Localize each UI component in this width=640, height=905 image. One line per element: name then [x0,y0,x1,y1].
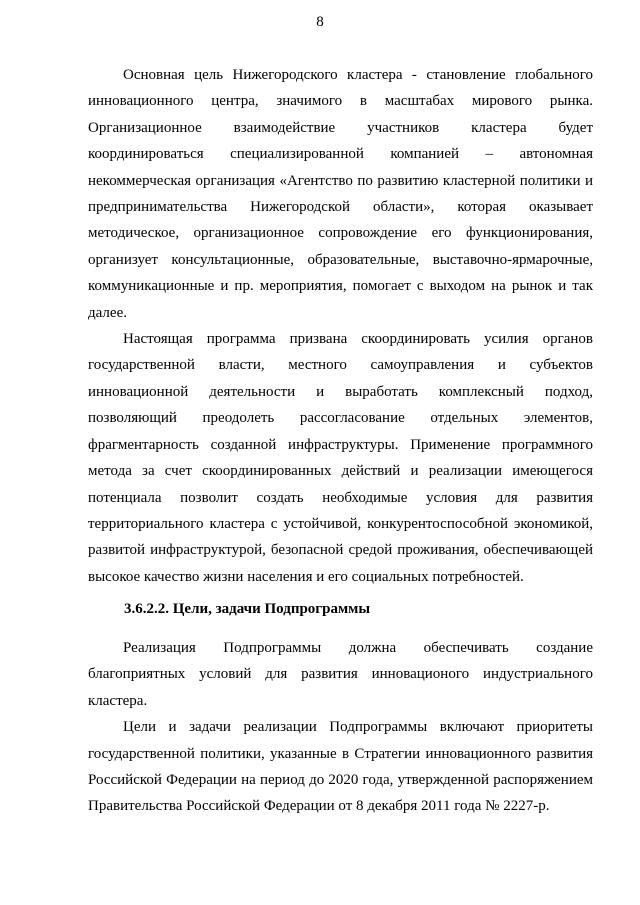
paragraph-cluster-goal: Основная цель Нижегородского кластера - становление глобального инновационного центра, значимого в масштабах мирового рынка. Организационное взаимодействие участников кластера будет координироваться специализированной компанией – автономная некоммерческая организация «Агентство по развитию кластерной политики и предпринимательства Нижегородской области», которая оказывает методическое, организационное сопровождение его функционирования, организует консультационные, образовательные, выставочно-ярмарочные, коммуникационные и пр. мероприятия, помогает с выходом на рынок и так далее. [88,67,593,321]
section-heading: 3.6.2.2. Цели, задачи Подпрограммы [124,601,371,617]
paragraph-goals-objectives: Цели и задачи реализации Подпрограммы включают приоритеты государственной политики, указанные в Стратегии инновационного развития Российской Федерации на период до 2020 года, утвержденной распоряжением Правительства Российской Федерации от 8 декабря 2011 года № 2227-р. [88,719,593,815]
paragraph-program-purpose: Настоящая программа призвана скоординировать усилия органов государственной власти, местного самоуправления и субъектов инновационной деятельности и выработать комплексный подход, позволяющий преодолеть рассогласование отдельных элементов, фрагментарность созданной инфраструктуры. Применение программного метода за счет скоординированных действий и реализации имеющегося потенциала позволит создать необходимые условия для развития территориального кластера с устойчивой, конкурентоспособной экономикой, развитой инфраструктурой, безопасной средой проживания, обеспечивающей высокое качество жизни населения и его социальных потребностей. [88,331,593,585]
section-2-body [88,635,593,820]
page-number: 8 [316,14,324,30]
section-1-body [88,62,593,590]
paragraph-implementation: Реализация Подпрограммы должна обеспечивать создание благоприятных условий для развития инновационого индустриального кластера. [88,640,593,709]
